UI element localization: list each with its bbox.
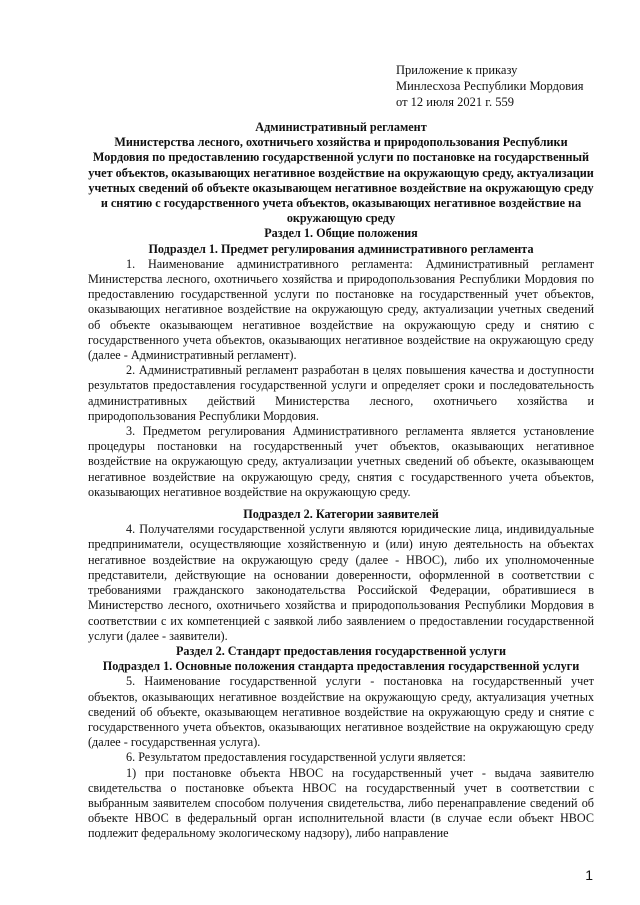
section-1-subsection-1-title: Подраздел 1. Предмет регулирования административного регламента — [148, 241, 534, 256]
paragraph-4: 4. Получателями государственной услуги являются юридические лица, индивидуальные предприниматели, осуществляющие хозяйственную и (или) иную деятельность на объектах негативное воздействие на окружающую среду (далее - НВОС), либо их уполномоченные представители, действующие на основании доверенности, оформленной в соответствии с требованиями гражданского законодательства Российской Федерации, обратившиеся в Министерство лесного, охотничьего хозяйства и природопользования Республики Мордовия в соответствии с их компетенцией с заявкой либо заявлением о предоставлении государственной услуги (далее - заявители). — [88, 522, 594, 643]
section-1-title: Раздел 1. Общие положения — [264, 226, 418, 241]
paragraph-1: 1. Наименование административного регламента: Административный регламент Министерства лесного, охотничьего хозяйства и природопользования Республики Мордовия по предоставлению государственной услуги по постановке на государственный учет объектов, оказывающих негативное воздействие на окружающую среду, актуализации учетных сведений об объекте оказывающем негативное воздействие на окружающую среду и снятию с государственного учета объектов, оказывающих негативное воздействие на окружающую среду (далее - Административный регламент). — [88, 256, 594, 363]
annex-line-2: Минлесхоза Республики Мордовия — [396, 79, 584, 93]
document-body — [88, 120, 594, 842]
annex-block — [396, 62, 584, 110]
paragraph-2: 2. Административный регламент разработан в целях повышения качества и доступности результатов предоставления государственной услуги и определяет сроки и последовательность административных действий Министерства лесного, охотничьего хозяйства и природопользования Республики Мордовия. — [88, 363, 594, 423]
section-2-subsection-1-title: Подраздел 1. Основные положения стандарта предоставления государственной услуги — [102, 659, 580, 674]
doc-title-label: Административный регламент — [255, 120, 427, 134]
page-number: 1 — [585, 867, 593, 883]
doc-title-text: Министерства лесного, охотничьего хозяйства и природопользования Республики Мордовия по предоставлению государственной услуги по постановке на государственный учет объектов, оказывающих негативное воздействие на окружающую среду, актуализации учетных сведений об объекте оказывающем негативное воздействие на окружающую среду и снятию с государственного учета объектов, оказывающих негативное воздействие на окружающую среду — [88, 135, 594, 226]
paragraph-6: 6. Результатом предоставления государственной услуги является: — [126, 750, 466, 765]
section-1-subsection-2-title: Подраздел 2. Категории заявителей — [243, 507, 439, 522]
annex-line-1: Приложение к приказу — [396, 63, 518, 77]
annex-line-3: от 12 июля 2021 г. 559 — [396, 95, 514, 109]
paragraph-3: 3. Предметом регулирования Административного регламента является установление процедуры постановки на государственный учет объектов, оказывающих негативное воздействие на окружающую среду, актуализации учетных сведений об объекте, оказывающем негативное воздействие на окружающую среду, снятия с государственного учета объектов, оказывающих негативное воздействие на окружающую среду. — [88, 424, 594, 499]
section-2-title: Раздел 2. Стандарт предоставления государственной услуги — [175, 643, 507, 658]
paragraph-6-item-1: 1) при постановке объекта НВОС на государственный учет - выдача заявителю свидетельства о постановке объекта НВОС на государственный учет в соответствии с выбранным заявителем способом получения свидетельства, либо перенаправление сведений об объекте НВОС в федеральный орган исполнительной власти (в случае если объект НВОС подлежит федеральному экологическому надзору), либо направление — [88, 765, 594, 841]
paragraph-5: 5. Наименование государственной услуги - постановка на государственный учет объектов, оказывающих негативное воздействие на окружающую среду, актуализация учетных сведений об объекте, оказывающем негативное воздействие на окружающую среду и снятие с государственного учета объектов, оказывающих негативное воздействие на окружающую среду (далее - государственная услуга). — [88, 674, 594, 750]
